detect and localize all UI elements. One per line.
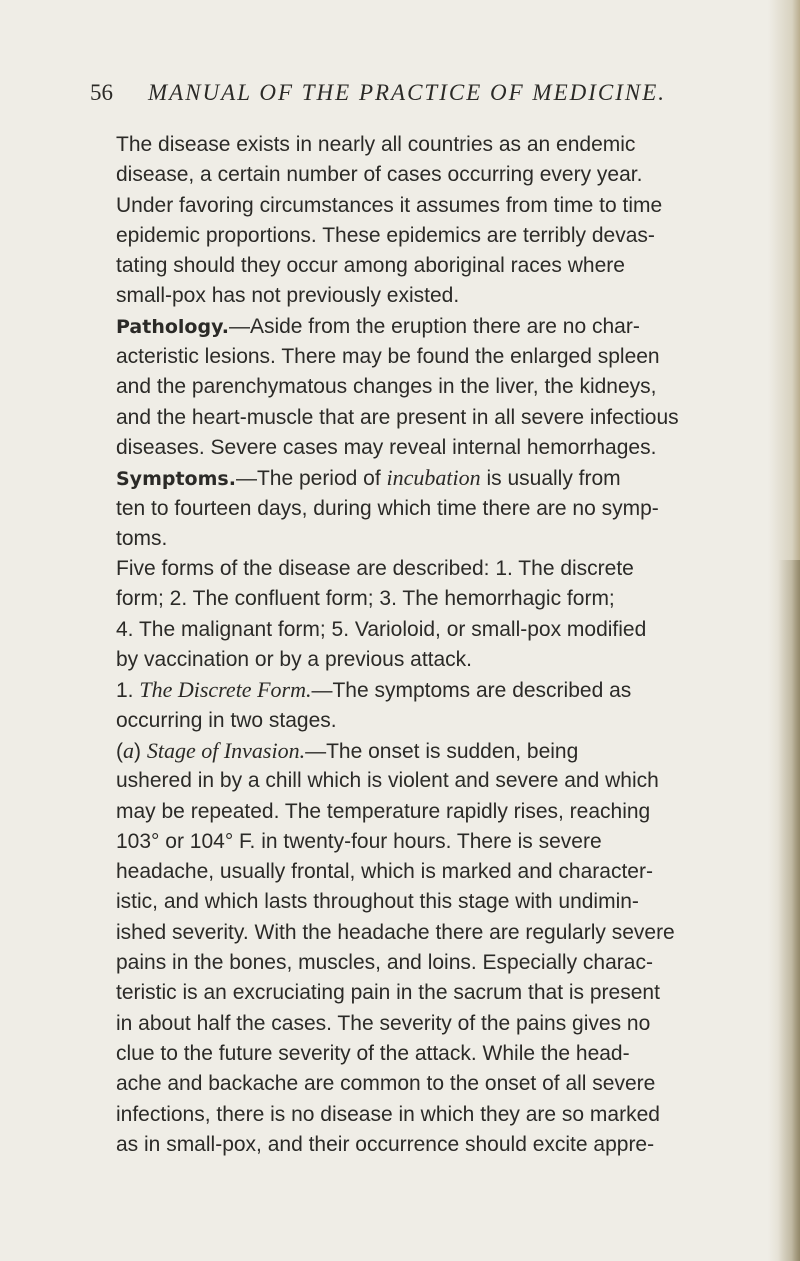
subsection-title: The Discrete Form.	[139, 677, 312, 703]
text-line: ache and backache are common to the onset of all severe	[116, 1072, 656, 1096]
paragraph-symptoms	[116, 463, 776, 554]
text-line: istic, and which lasts throughout this stage with undimin-	[116, 890, 639, 914]
text-line: form; 2. The confluent form; 3. The hemorrhagic form;	[116, 587, 615, 611]
text-line: Under favoring circumstances it assumes from time to time	[116, 193, 663, 217]
text-line: occurring in two stages.	[116, 708, 337, 732]
text-run: —The onset is sudden, being	[305, 739, 579, 763]
text-line: 4. The malignant form; 5. Varioloid, or small-pox modified	[116, 617, 647, 641]
text-line: may be repeated. The temperature rapidly rises, reaching	[116, 799, 651, 823]
section-heading-pathology: Pathology.	[116, 315, 229, 338]
text-line: as in small-pox, and their occurrence should excite appre-	[116, 1132, 655, 1156]
text-line: disease, a certain number of cases occurring every year.	[116, 163, 643, 187]
text-run: —The symptoms are described as	[311, 679, 632, 703]
list-letter: a	[123, 737, 134, 763]
running-title: MANUAL OF THE PRACTICE OF MEDICINE.	[148, 80, 667, 105]
text-line: acteristic lesions. There may be found the enlarged spleen	[116, 345, 660, 369]
text-line: toms.	[116, 526, 168, 550]
section-heading-symptoms: Symptoms.	[116, 468, 236, 491]
text-line	[116, 736, 776, 766]
text-line: ushered in by a chill which is violent and severe and which	[116, 769, 659, 793]
text-line	[116, 312, 776, 342]
text-run: —Aside from the eruption there are no char-	[228, 314, 640, 338]
text-line	[116, 675, 776, 705]
text-line: teristic is an excruciating pain in the sacrum that is present	[116, 981, 660, 1005]
page-number: 56	[90, 80, 113, 105]
text-line: ished severity. With the headache there are regularly severe	[116, 920, 675, 944]
text-run: )	[134, 739, 147, 763]
text-line: epidemic proportions. These epidemics are terribly devas-	[116, 223, 655, 247]
text-line: Five forms of the disease are described: 1. The discrete	[116, 557, 634, 581]
italic-term: incubation	[386, 465, 481, 491]
text-line: by vaccination or by a previous attack.	[116, 648, 473, 672]
page-header	[90, 80, 760, 114]
subsection-title: Stage of Invasion.	[146, 737, 306, 763]
text-run: (	[116, 739, 123, 763]
paragraph-forms	[116, 554, 776, 675]
text-line: in about half the cases. The severity of the pains gives no	[116, 1011, 651, 1035]
paragraph-stage-of-invasion	[116, 736, 776, 1160]
text-line: 103° or 104° F. in twenty-four hours. There is severe	[116, 829, 602, 853]
text-run: is usually from	[480, 467, 621, 491]
page-edge-shadow	[778, 560, 800, 1261]
text-line: and the parenchymatous changes in the liver, the kidneys,	[116, 375, 657, 399]
text-line: clue to the future severity of the attack. While the head-	[116, 1041, 630, 1065]
text-line: headache, usually frontal, which is marked and character-	[116, 860, 653, 884]
list-number: 1.	[116, 679, 140, 703]
text-line: tating should they occur among aboriginal races where	[116, 254, 625, 278]
text-line: ten to fourteen days, during which time there are no symp-	[116, 496, 659, 520]
text-line: pains in the bones, muscles, and loins. Especially charac-	[116, 951, 653, 975]
text-line: infections, there is no disease in which they are so marked	[116, 1102, 660, 1126]
text-line: The disease exists in nearly all countries as an endemic	[116, 133, 636, 156]
text-line	[116, 463, 776, 493]
paragraph-intro	[116, 130, 776, 312]
paragraph-discrete-form	[116, 675, 776, 736]
body-text	[116, 130, 776, 1160]
paragraph-pathology	[116, 312, 776, 463]
text-line: and the heart-muscle that are present in all severe infectious	[116, 405, 679, 429]
text-line: diseases. Severe cases may reveal internal hemorrhages.	[116, 435, 657, 459]
text-line: small-pox has not previously existed.	[116, 284, 460, 308]
text-run: —The period of	[235, 467, 387, 491]
